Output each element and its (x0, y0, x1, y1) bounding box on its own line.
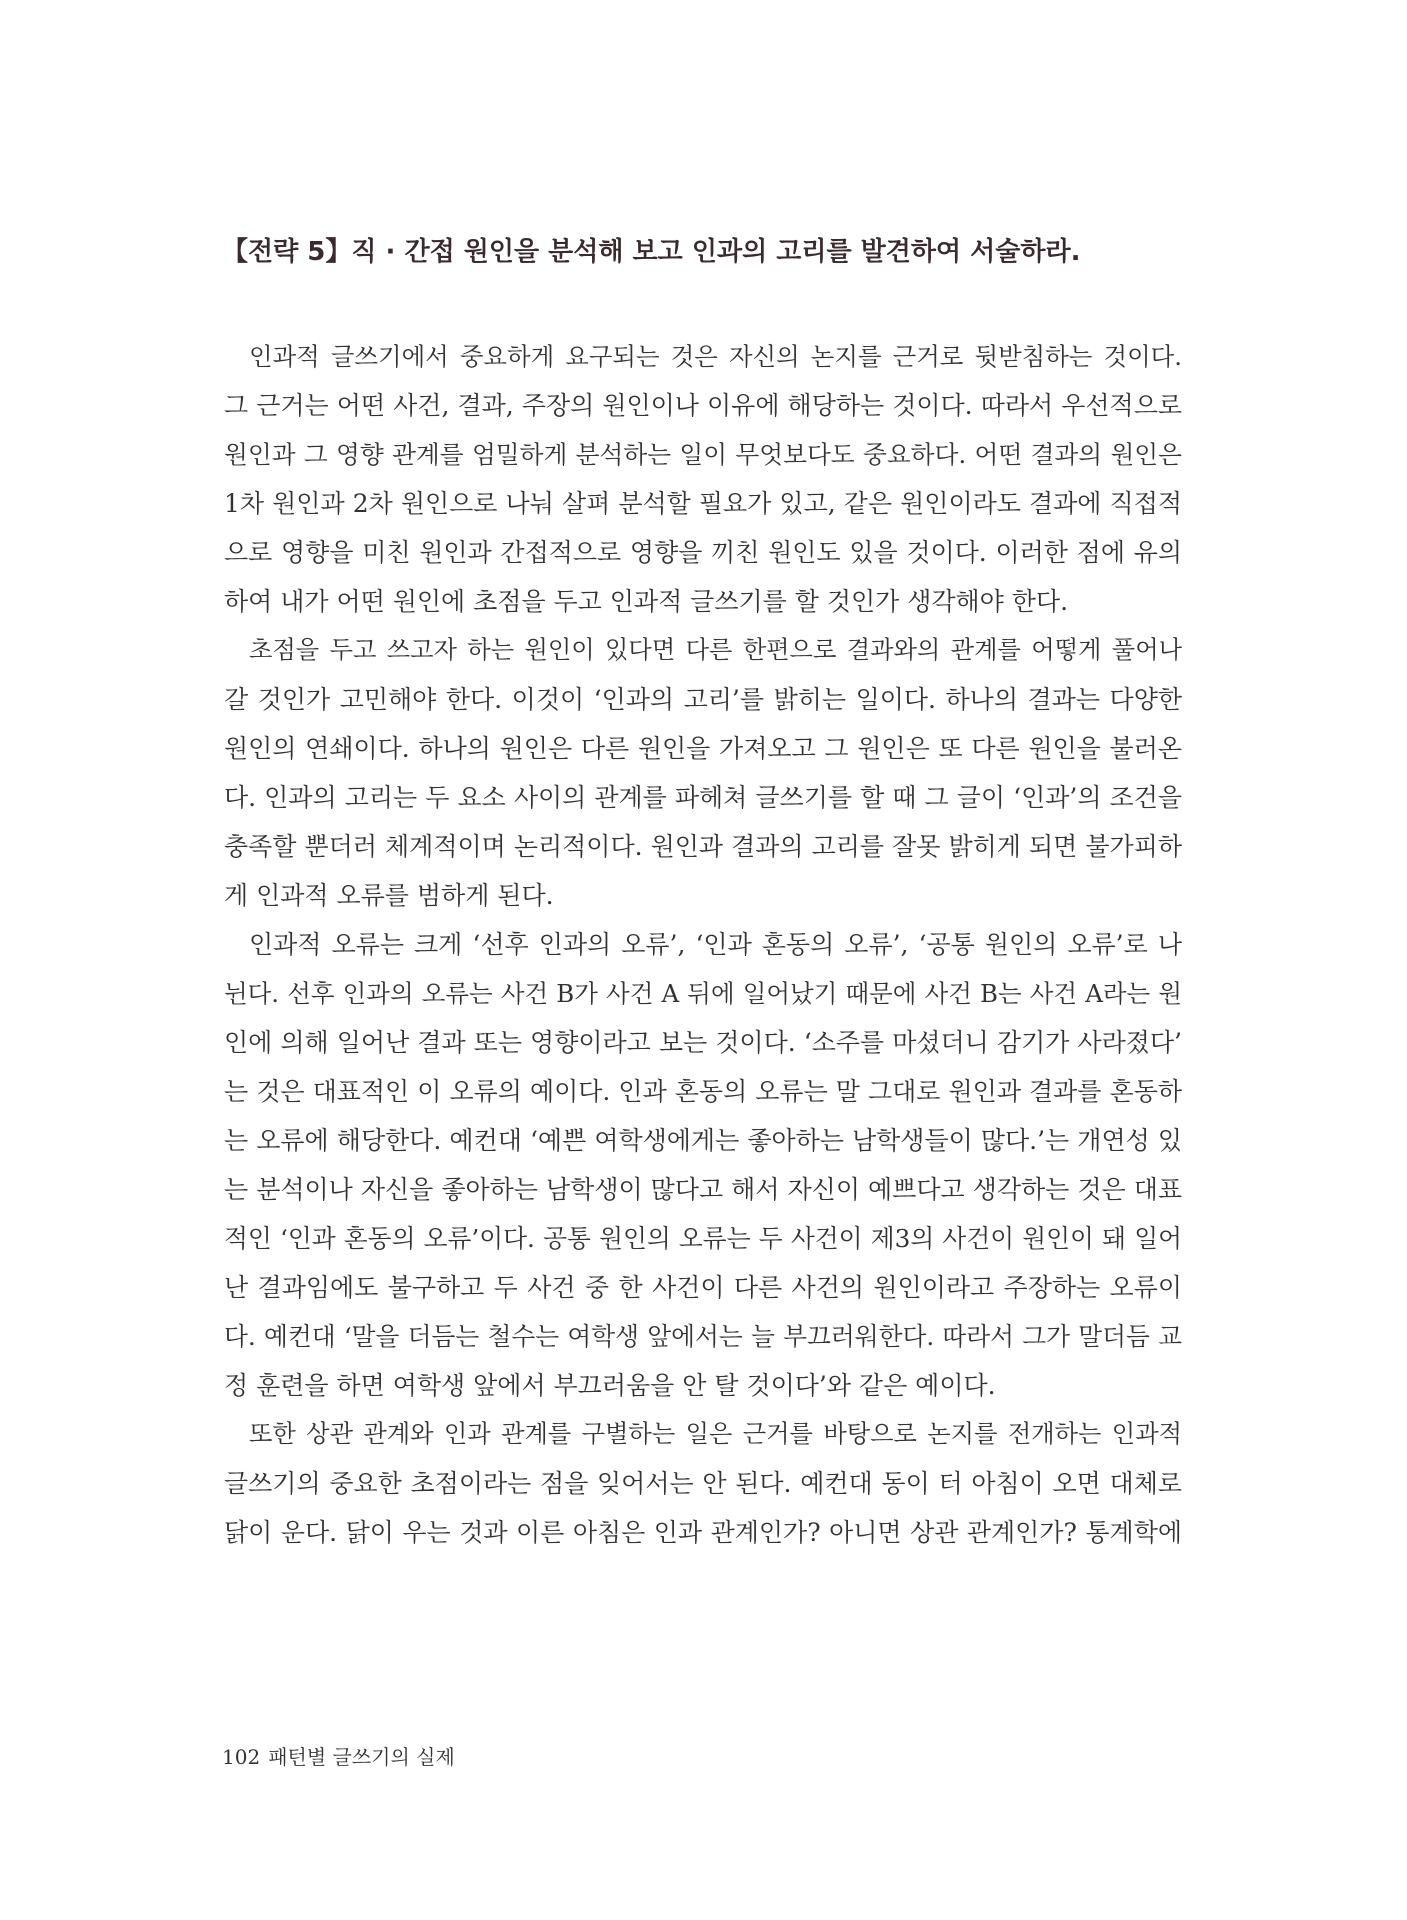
paragraph (224, 626, 1182, 920)
text-line: 적인 ‘인과 혼동의 오류’이다. 공통 원인의 오류는 두 사건이 제3의 사건이 원인이 돼 일어 (224, 1224, 1182, 1253)
text-line: 원인의 연쇄이다. 하나의 원인은 다른 원인을 가져오고 그 원인은 또 다른 원인을 불러온 (224, 734, 1182, 763)
text-line: 뉜다. 선후 인과의 오류는 사건 B가 사건 A 뒤에 일어났기 때문에 사건 B는 사건 A라는 원 (224, 979, 1182, 1008)
text-line: 갈 것인가 고민해야 한다. 이것이 ‘인과의 고리’를 밝히는 일이다. 하나의 결과는 다양한 (224, 685, 1182, 714)
text-line: 인과적 오류는 크게 ‘선후 인과의 오류’, ‘인과 혼동의 오류’, ‘공통 원인의 오류’로 나 (249, 930, 1182, 959)
text-line: 으로 영향을 미친 원인과 간접적으로 영향을 끼친 원인도 있을 것이다. 이러한 점에 유의 (224, 538, 1182, 567)
book-title: 패턴별 글쓰기의 실제 (268, 1745, 455, 1769)
text-line: 다. 인과의 고리는 두 요소 사이의 관계를 파헤쳐 글쓰기를 할 때 그 글이 ‘인과’의 조건을 (224, 783, 1182, 812)
text-line: 는 분석이나 자신을 좋아하는 남학생이 많다고 해서 자신이 예쁘다고 생각하는 것은 대표 (224, 1175, 1182, 1204)
text-line: 다. 예컨대 ‘말을 더듬는 철수는 여학생 앞에서는 늘 부끄러워한다. 따라서 그가 말더듬 교 (224, 1322, 1182, 1351)
paragraph (224, 332, 1182, 626)
body-text (224, 332, 1182, 1557)
text-line: 하여 내가 어떤 원인에 초점을 두고 인과적 글쓰기를 할 것인가 생각해야 한다. (224, 587, 1069, 616)
text-line: 정 훈련을 하면 여학생 앞에서 부끄러움을 안 탈 것이다’와 같은 예이다. (224, 1371, 996, 1400)
text-line: 난 결과임에도 불구하고 두 사건 중 한 사건이 다른 사건의 원인이라고 주장하는 오류이 (224, 1273, 1182, 1302)
page-number: 102 (222, 1745, 261, 1769)
text-line: 충족할 뿐더러 체계적이며 논리적이다. 원인과 결과의 고리를 잘못 밝히게 되면 불가피하 (224, 832, 1182, 861)
text-line: 는 오류에 해당한다. 예컨대 ‘예쁜 여학생에게는 좋아하는 남학생들이 많다.’는 개연성 있 (224, 1126, 1182, 1155)
page-footer (222, 1742, 455, 1772)
paragraph (224, 920, 1182, 1410)
text-line: 인에 의해 일어난 결과 또는 영향이라고 보는 것이다. ‘소주를 마셨더니 감기가 사라졌다’ (224, 1028, 1182, 1057)
text-line: 게 인과적 오류를 범하게 된다. (224, 881, 554, 910)
text-line: 는 것은 대표적인 이 오류의 예이다. 인과 혼동의 오류는 말 그대로 원인과 결과를 혼동하 (224, 1077, 1182, 1106)
text-line: 글쓰기의 중요한 초점이라는 점을 잊어서는 안 된다. 예컨대 동이 터 아침이 오면 대체로 (224, 1469, 1182, 1498)
text-line: 1차 원인과 2차 원인으로 나눠 살펴 분석할 필요가 있고, 같은 원인이라도 결과에 직접적 (224, 489, 1182, 518)
text-line: 인과적 글쓰기에서 중요하게 요구되는 것은 자신의 논지를 근거로 뒷받침하는 것이다. (249, 342, 1182, 371)
paragraph (224, 1410, 1182, 1557)
section-heading: 【전략 5】직 · 간접 원인을 분석해 보고 인과의 고리를 발견하여 서술하라. (222, 237, 1081, 267)
text-line: 그 근거는 어떤 사건, 결과, 주장의 원인이나 이유에 해당하는 것이다. 따라서 우선적으로 (224, 391, 1182, 420)
text-line: 초점을 두고 쓰고자 하는 원인이 있다면 다른 한편으로 결과와의 관계를 어떻게 풀어나 (249, 636, 1182, 664)
text-line: 또한 상관 관계와 인과 관계를 구별하는 일은 근거를 바탕으로 논지를 전개하는 인과적 (249, 1420, 1182, 1448)
text-line: 닭이 운다. 닭이 우는 것과 이른 아침은 인과 관계인가? 아니면 상관 관계인가? 통계학에 (224, 1518, 1182, 1547)
text-line: 원인과 그 영향 관계를 엄밀하게 분석하는 일이 무엇보다도 중요하다. 어떤 결과의 원인은 (224, 440, 1182, 469)
